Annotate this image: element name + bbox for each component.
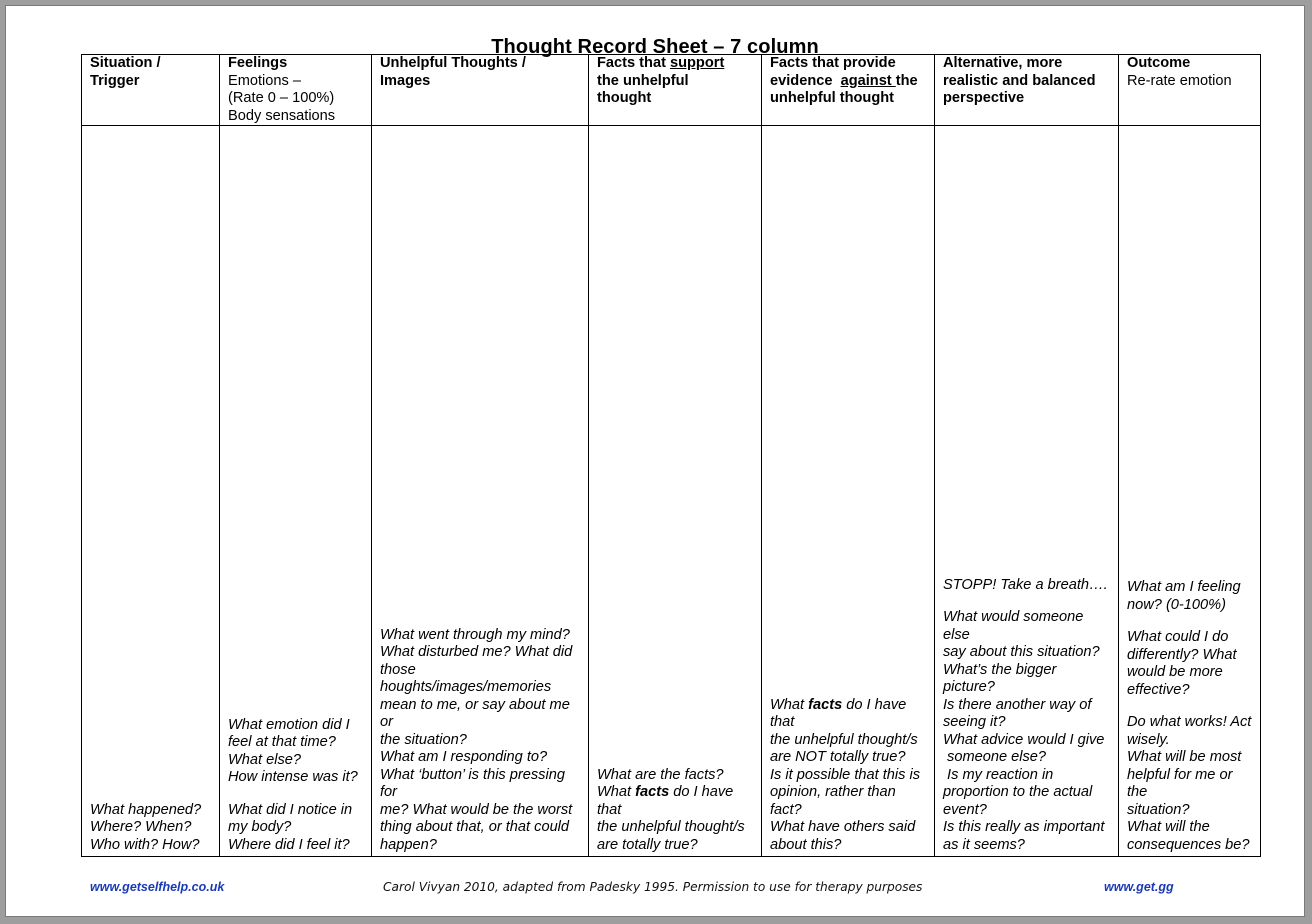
prompt-line: How intense was it? — [228, 769, 358, 785]
entry-cell-outcome[interactable] — [1119, 126, 1261, 857]
column-header-feelings — [220, 55, 372, 126]
prompt-line: Who with? How? — [90, 836, 200, 853]
prompt-line: my body? — [228, 819, 292, 835]
column-header-outcome — [1119, 55, 1261, 126]
prompt-line: proportion to the actual — [943, 784, 1093, 800]
prompt-line: those houghts/images/memories — [380, 661, 552, 695]
prompt-text: do I have that — [597, 784, 734, 818]
prompt-line: What will be most — [1127, 749, 1242, 765]
header-line: Re-rate emotion — [1127, 72, 1232, 89]
prompt-line — [770, 697, 926, 732]
prompt-line: me? What would be the worst — [380, 801, 573, 818]
prompt-line: STOPP! Take a breath…. — [943, 576, 1108, 593]
header-line: Emotions – — [228, 72, 302, 89]
prompt-emphasis: facts — [635, 784, 670, 800]
prompt-line: Where did I feel it? — [228, 836, 350, 853]
prompt-emphasis: facts — [808, 696, 843, 713]
prompt-line: opinion, rather than fact? — [770, 784, 896, 818]
header-row — [82, 55, 1261, 126]
spacer — [943, 594, 1110, 609]
prompt-line: effective? — [1127, 681, 1190, 698]
prompt-line: What could I do — [1127, 629, 1229, 645]
spacer — [228, 787, 363, 802]
prompt-line: Do what works! Act — [1127, 714, 1252, 730]
header-line: Facts that provide — [770, 55, 896, 71]
prompt-line: differently? What — [1127, 646, 1237, 663]
prompt-line — [597, 784, 753, 819]
prompt-line: someone else? — [943, 749, 1047, 765]
header-line: Images — [380, 72, 431, 89]
prompt-line: the situation? — [380, 731, 467, 748]
prompt-line: mean to me, or say about me or — [380, 696, 570, 730]
entry-cell-facts-against[interactable] — [762, 126, 935, 857]
header-line — [597, 55, 753, 73]
thought-record-table — [81, 54, 1261, 857]
prompt-line: What have others said — [770, 819, 916, 835]
footer-short-link[interactable]: www.get.gg — [1104, 880, 1174, 894]
prompt-line: What ‘button’ is this pressing for — [380, 766, 565, 800]
prompt-line: What am I feeling — [1127, 579, 1241, 595]
prompt-line: What happened? — [90, 801, 202, 818]
prompt-line: What will the — [1127, 819, 1210, 835]
header-line: Unhelpful Thoughts / — [380, 55, 526, 71]
header-line: perspective — [943, 90, 1025, 106]
footer-attribution: Carol Vivyan 2010, adapted from Padesky 1995. Permission to use for therapy purposes — [383, 880, 923, 894]
prompt-line: Is there another way of — [943, 696, 1092, 713]
prompt-line: about this? — [770, 836, 842, 853]
page-title: Thought Record Sheet – 7 column — [491, 36, 819, 58]
header-line: Trigger — [90, 72, 140, 89]
prompt-line: happen? — [380, 836, 437, 853]
prompt-line: Is it possible that this is — [770, 766, 921, 783]
document-page — [6, 6, 1304, 916]
prompt-line: feel at that time? — [228, 734, 336, 750]
prompt-line: helpful for me or the — [1127, 766, 1233, 800]
entry-row — [82, 126, 1261, 857]
header-text: the — [895, 72, 918, 89]
column-header-unhelpful-thoughts — [372, 55, 589, 126]
header-line: (Rate 0 – 100%) — [228, 90, 335, 106]
prompt-line: situation? — [1127, 801, 1190, 818]
prompt-line: What are the facts? — [597, 766, 724, 783]
prompt-line: What emotion did I — [228, 716, 350, 733]
header-line: Alternative, more — [943, 55, 1063, 71]
prompt-line: the unhelpful thought/s — [597, 819, 745, 835]
prompt-line: are totally true? — [597, 836, 698, 853]
prompt-text: do I have that — [770, 696, 907, 730]
prompt-line: event? — [943, 801, 987, 818]
prompt-line: What’s the bigger picture? — [943, 661, 1057, 695]
header-underlined-word: against — [840, 72, 896, 89]
header-text: evidence — [770, 72, 841, 89]
header-line: unhelpful thought — [770, 90, 895, 106]
header-line: thought — [597, 90, 652, 106]
prompt-text: What — [770, 696, 809, 713]
header-line: Feelings — [228, 55, 288, 71]
spacer — [1127, 699, 1252, 714]
prompt-line: thing about that, or that could — [380, 819, 570, 835]
header-text: Facts that — [597, 55, 670, 71]
column-header-facts-support — [589, 55, 762, 126]
prompt-line: What else? — [228, 751, 302, 768]
header-line: Body sensations — [228, 107, 336, 124]
header-line: Situation / — [90, 55, 161, 71]
prompt-line: the unhelpful thought/s — [770, 731, 918, 748]
prompt-text: What — [597, 784, 636, 800]
spacer — [1127, 614, 1252, 629]
entry-cell-feelings[interactable] — [220, 126, 372, 857]
prompt-line: Where? When? — [90, 819, 192, 835]
column-header-facts-against — [762, 55, 935, 126]
entry-cell-situation[interactable] — [82, 126, 220, 857]
header-underlined-word: support — [669, 55, 725, 71]
prompt-line: consequences be? — [1127, 836, 1250, 853]
prompt-line: wisely. — [1127, 731, 1170, 748]
prompt-line: What am I responding to? — [380, 749, 548, 765]
prompt-line: now? (0-100%) — [1127, 596, 1226, 613]
header-line — [770, 73, 926, 91]
prompt-line: Is this really as important — [943, 819, 1105, 835]
entry-cell-unhelpful-thoughts[interactable] — [372, 126, 589, 857]
footer-website-link[interactable]: www.getselfhelp.co.uk — [90, 880, 225, 894]
prompt-line: as it seems? — [943, 836, 1025, 853]
header-line: the unhelpful — [597, 72, 689, 89]
entry-cell-facts-support[interactable] — [589, 126, 762, 857]
prompt-line: What advice would I give — [943, 731, 1105, 748]
prompt-line: What did I notice in — [228, 801, 353, 818]
prompt-line: What disturbed me? What did — [380, 644, 573, 660]
header-line: realistic and balanced — [943, 72, 1096, 89]
column-header-alternative — [935, 55, 1119, 126]
prompt-line: say about this situation? — [943, 644, 1100, 660]
prompt-line: would be more — [1127, 664, 1223, 680]
prompt-line: seeing it? — [943, 714, 1006, 730]
column-header-situation — [82, 55, 220, 126]
prompt-line: are NOT totally true? — [770, 749, 906, 765]
prompt-line: What went through my mind? — [380, 626, 570, 643]
prompt-line: Is my reaction in — [943, 766, 1054, 783]
entry-cell-alternative[interactable] — [935, 126, 1119, 857]
header-line: Outcome — [1127, 55, 1191, 71]
prompt-line: What would someone else — [943, 609, 1084, 643]
